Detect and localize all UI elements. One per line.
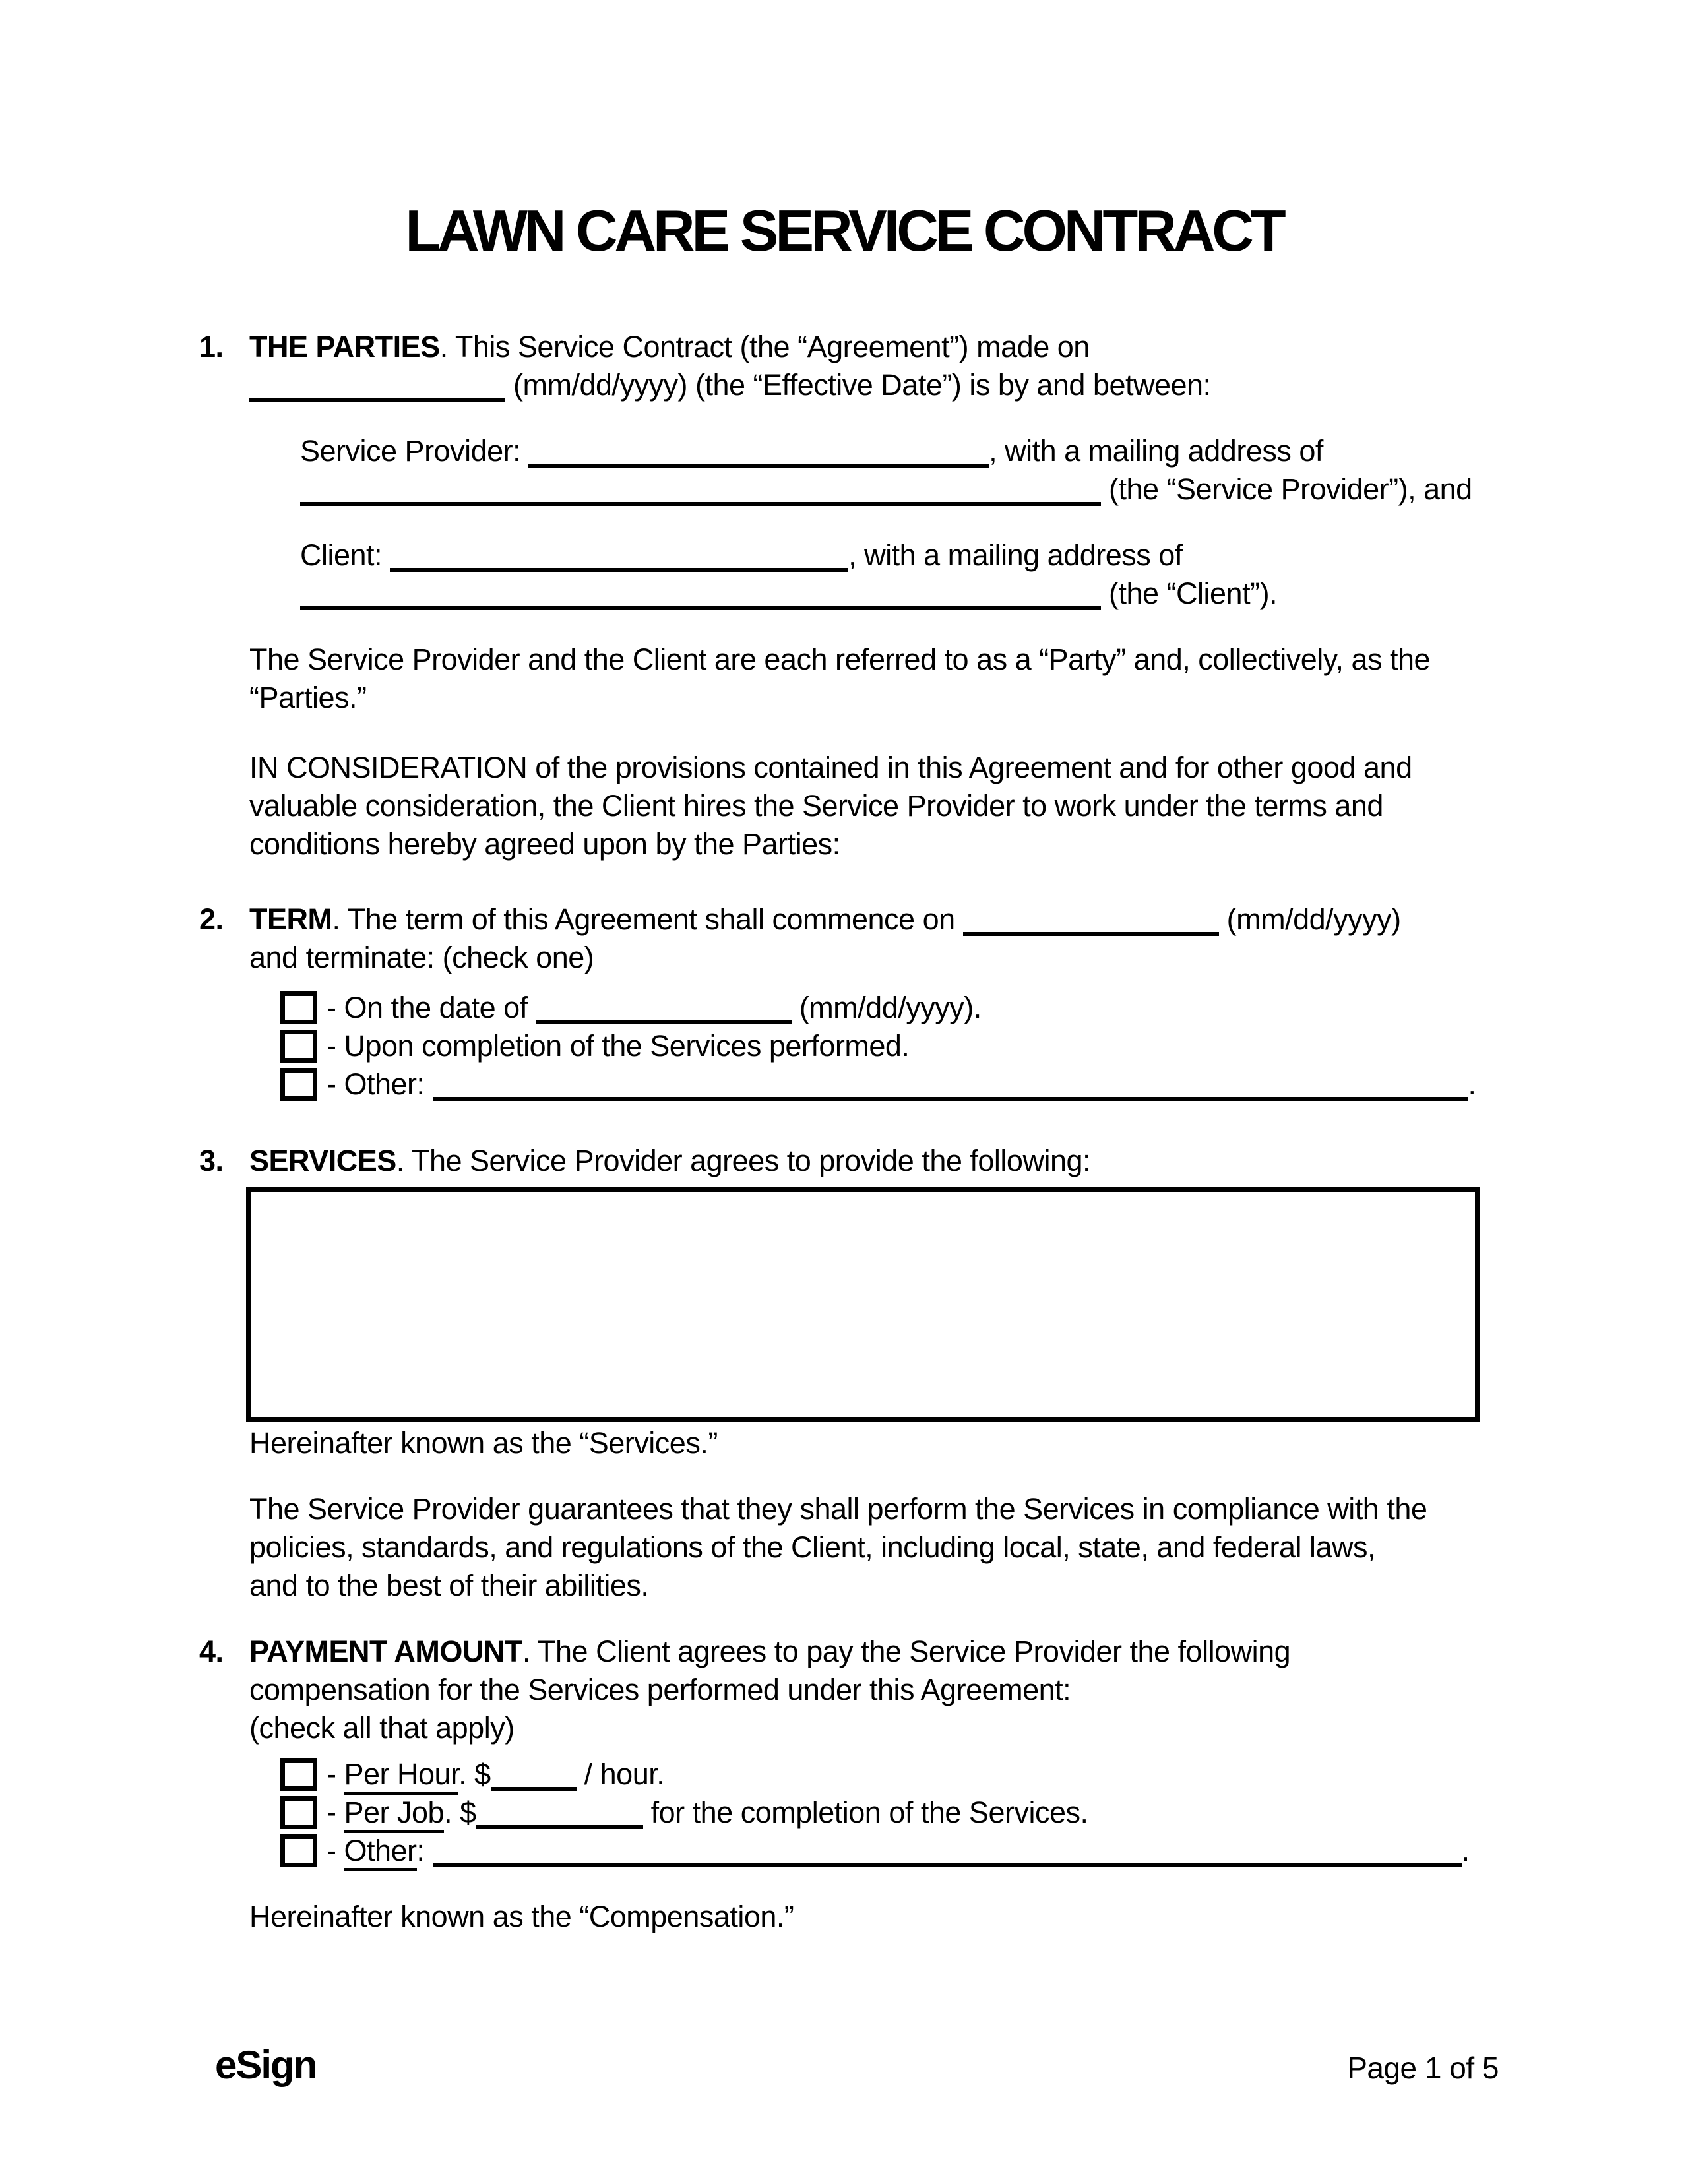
guarantee-paragraph: [249, 1490, 1427, 1605]
effective-date-blank[interactable]: [249, 390, 505, 402]
guarantee-line-2: policies, standards, and regulations of the Client, including local, state, and federal laws,: [249, 1530, 1376, 1564]
section-3-heading: SERVICES: [249, 1144, 396, 1177]
page-number: Page 1 of 5: [1347, 2051, 1499, 2085]
per-hour-label: Per Hour: [344, 1757, 459, 1795]
section-2-intro: [249, 900, 1401, 977]
collective-line-2: “Parties.”: [249, 681, 367, 714]
payment-other-checkbox[interactable]: [280, 1834, 317, 1867]
service-provider-block: [300, 432, 1472, 509]
collective-line-1: The Service Provider and the Client are each referred to as a “Party” and, collectively, as the: [249, 642, 1431, 676]
consideration-paragraph: [249, 749, 1412, 863]
client-name-blank[interactable]: [390, 560, 848, 572]
payment-options: [280, 1755, 1470, 1870]
term-option-completion: - Upon completion of the Services performed.: [280, 1027, 1476, 1065]
payment-line-2: compensation for the Services performed under this Agreement:: [249, 1673, 1071, 1706]
payment-other-blank[interactable]: [433, 1856, 1462, 1867]
term-completion-checkbox[interactable]: [280, 1030, 317, 1063]
consideration-line-1: IN CONSIDERATION of the provisions contained in this Agreement and for other good and: [249, 751, 1412, 784]
payment-option-per-job: - Per Job. $ for the completion of the Services.: [280, 1794, 1470, 1832]
section-2-number: 2.: [199, 902, 224, 936]
page-title: LAWN CARE SERVICE CONTRACT: [405, 198, 1283, 263]
services-hereinafter: Hereinafter known as the “Services.”: [249, 1426, 718, 1460]
term-start-date-blank[interactable]: [963, 924, 1219, 936]
service-provider-line-1: Service Provider: , with a mailing address of: [300, 434, 1323, 468]
esign-logo: eSign: [215, 2043, 317, 2087]
section-1-line-1: THE PARTIES. This Service Contract (the “Agreement”) made on: [249, 330, 1090, 363]
term-other-blank[interactable]: [433, 1089, 1468, 1101]
consideration-line-3: conditions hereby agreed upon by the Parties:: [249, 827, 840, 861]
client-address-blank[interactable]: [300, 598, 1101, 610]
section-3-number: 3.: [199, 1144, 224, 1177]
section-4-heading: PAYMENT AMOUNT: [249, 1635, 522, 1668]
term-option-other: - Other: .: [280, 1065, 1476, 1104]
consideration-line-2: valuable consideration, the Client hires the Service Provider to work under the terms and: [249, 789, 1383, 823]
per-job-label: Per Job: [344, 1795, 445, 1833]
guarantee-line-3: and to the best of their abilities.: [249, 1569, 649, 1602]
per-hour-checkbox[interactable]: [280, 1758, 317, 1791]
guarantee-line-1: The Service Provider guarantees that they shall perform the Services in compliance with the: [249, 1492, 1427, 1526]
service-provider-line-2: (the “Service Provider”), and: [300, 470, 1472, 509]
per-job-amount-blank[interactable]: [476, 1817, 643, 1829]
payment-line-1: PAYMENT AMOUNT. The Client agrees to pay the Service Provider the following: [249, 1635, 1291, 1668]
term-end-date-checkbox[interactable]: [280, 991, 317, 1024]
section-1-number: 1.: [199, 330, 224, 363]
payment-option-per-hour: - Per Hour. $ / hour.: [280, 1755, 1470, 1794]
term-options: [280, 989, 1476, 1104]
client-block: [300, 536, 1277, 613]
section-3-intro: [249, 1142, 1090, 1180]
payment-line-3: (check all that apply): [249, 1711, 515, 1745]
term-line-2: and terminate: (check one): [249, 941, 594, 974]
payment-other-label: Other: [344, 1834, 417, 1871]
section-1-intro: [249, 328, 1211, 404]
section-1-line-2: (mm/dd/yyyy) (the “Effective Date”) is by and between:: [249, 366, 1211, 404]
term-option-date: - On the date of (mm/dd/yyyy).: [280, 989, 1476, 1027]
per-hour-rate-blank[interactable]: [491, 1779, 577, 1791]
services-line-1: SERVICES. The Service Provider agrees to provide the following:: [249, 1144, 1091, 1177]
term-other-checkbox[interactable]: [280, 1068, 317, 1101]
term-end-date-blank[interactable]: [536, 1013, 792, 1024]
term-line-1: TERM. The term of this Agreement shall commence on (mm/dd/yyyy): [249, 902, 1401, 936]
section-2-heading: TERM: [249, 902, 332, 936]
section-4-number: 4.: [199, 1635, 224, 1668]
payment-option-other: - Other: .: [280, 1832, 1470, 1870]
compensation-hereinafter: Hereinafter known as the “Compensation.”: [249, 1900, 794, 1933]
client-line-2: (the “Client”).: [300, 575, 1277, 613]
client-line-1: Client: , with a mailing address of: [300, 538, 1183, 572]
section-1-heading: THE PARTIES: [249, 330, 440, 363]
service-provider-address-blank[interactable]: [300, 494, 1101, 506]
services-description-box[interactable]: [246, 1187, 1480, 1422]
section-4-intro: [249, 1633, 1290, 1747]
per-job-checkbox[interactable]: [280, 1796, 317, 1829]
parties-collective-paragraph: [249, 640, 1430, 717]
service-provider-name-blank[interactable]: [528, 456, 989, 468]
